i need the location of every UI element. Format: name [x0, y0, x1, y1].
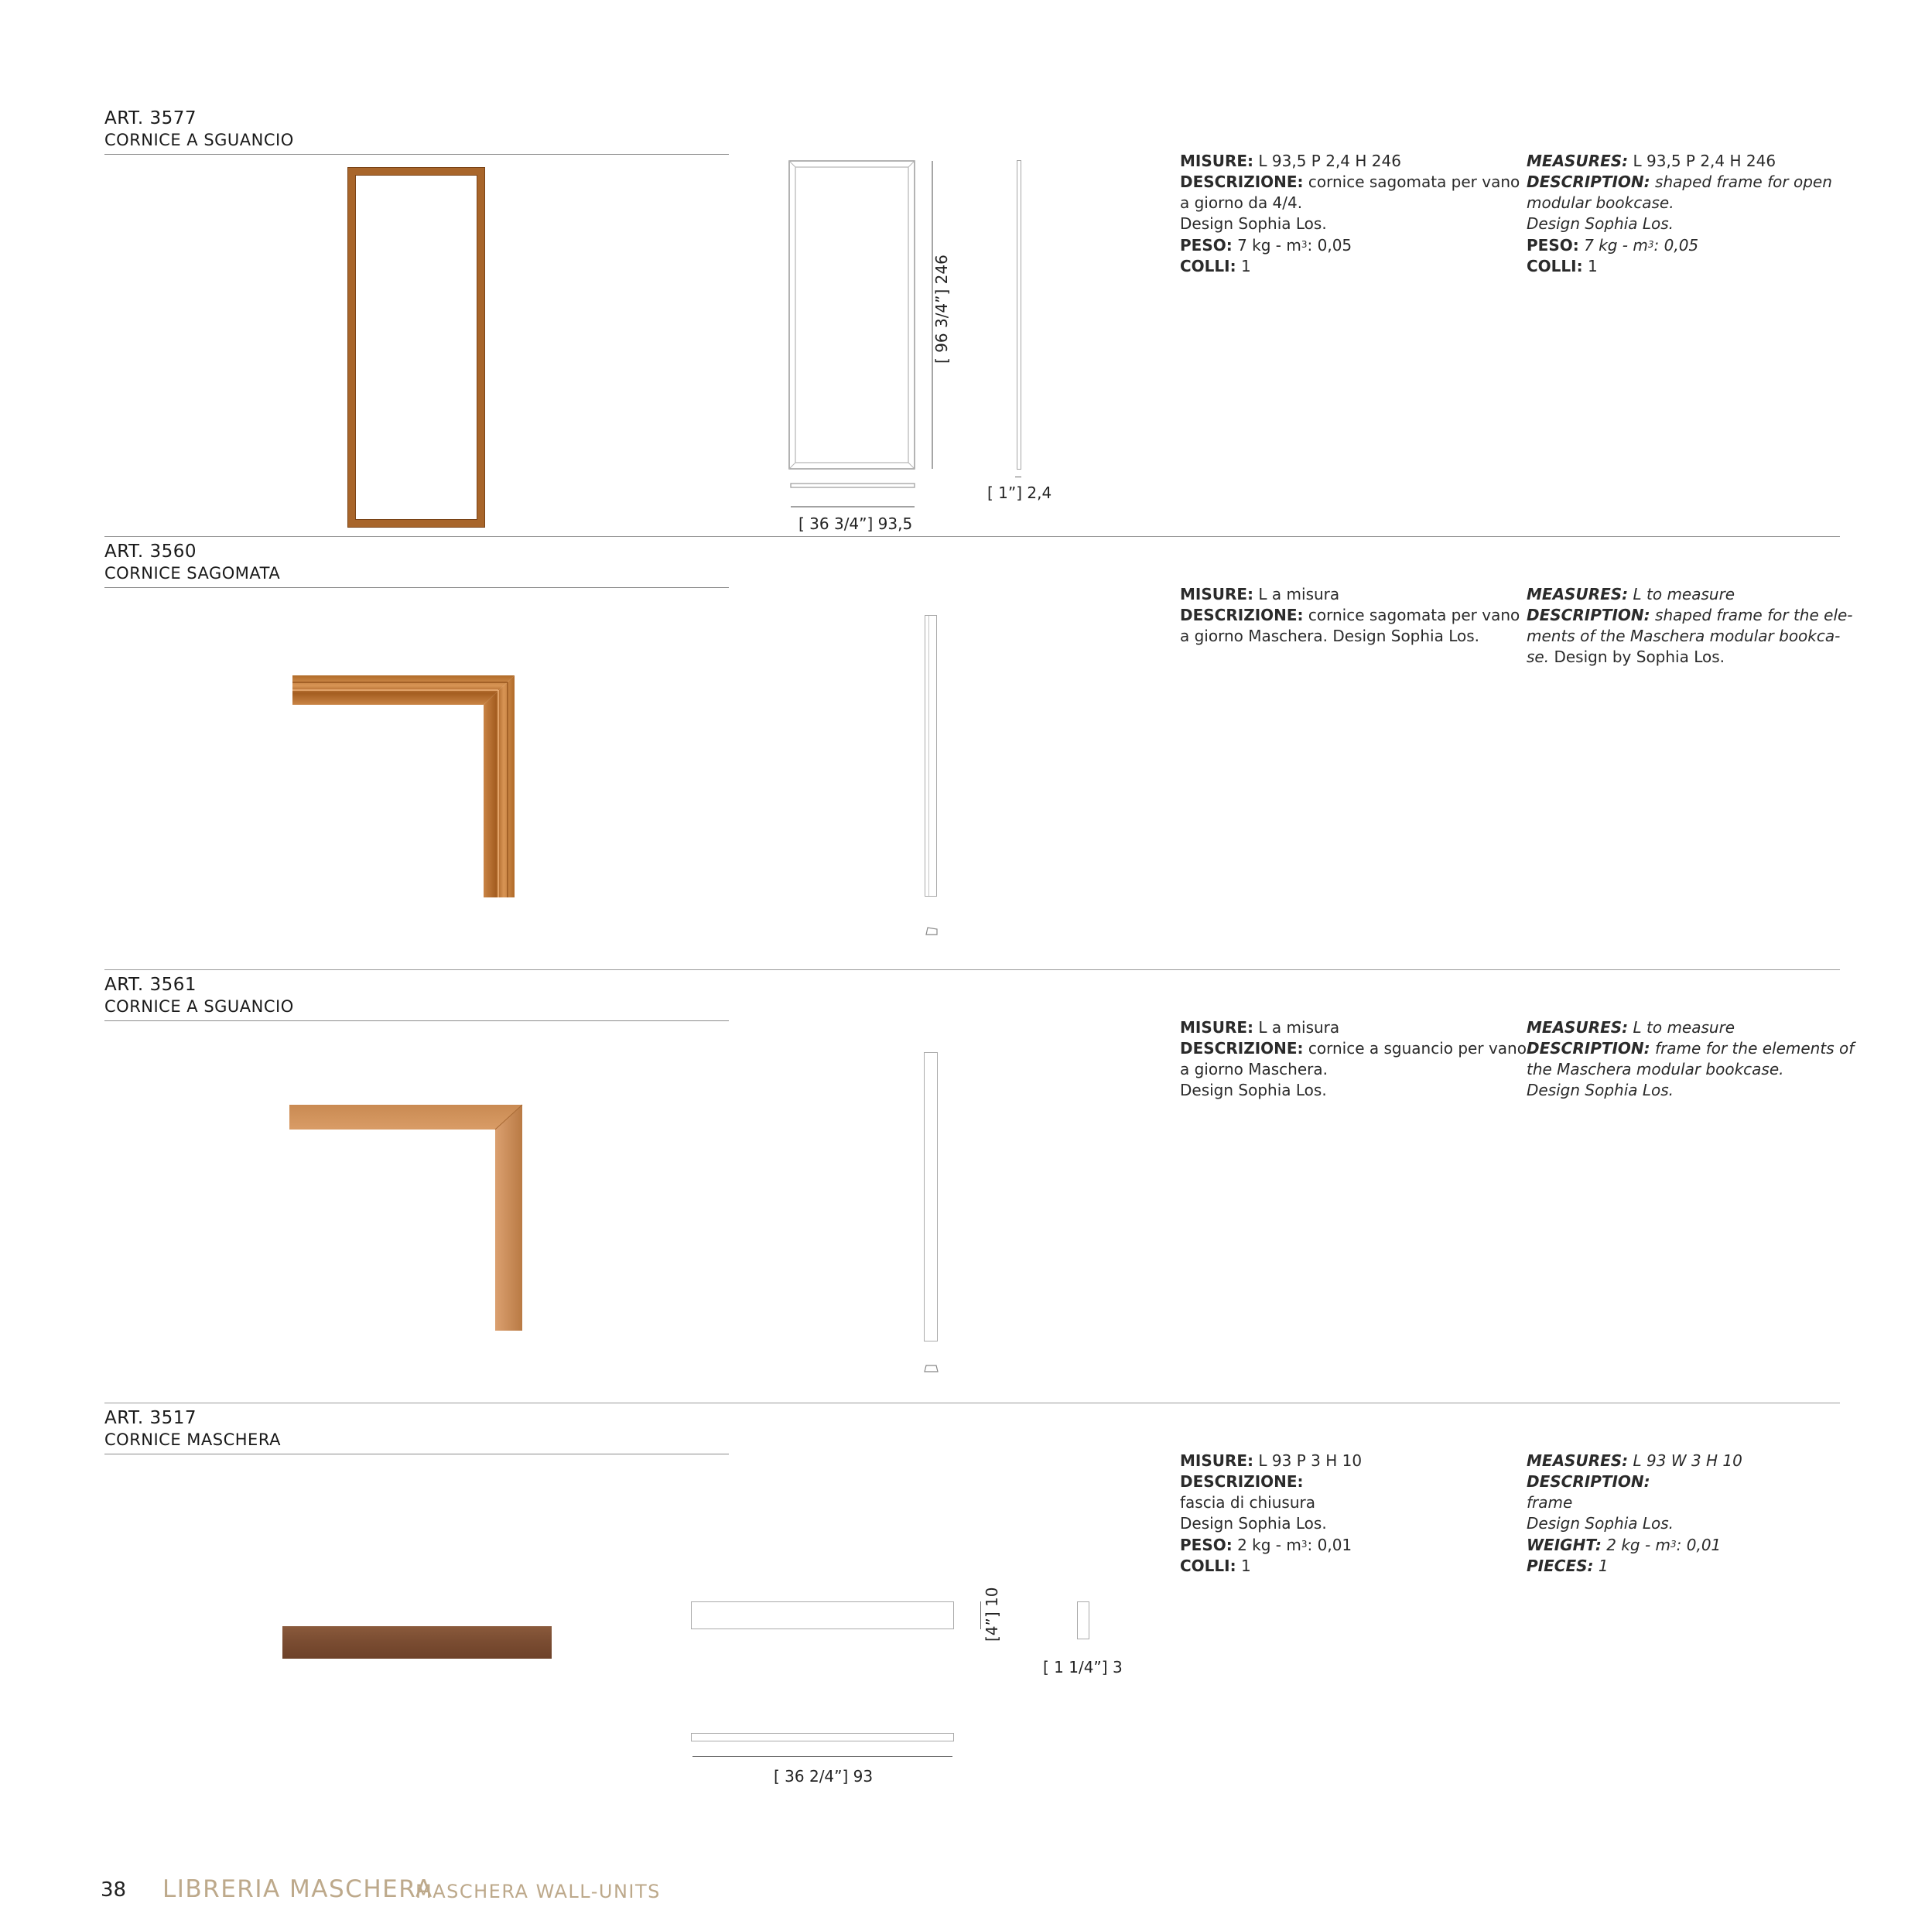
peso-label: PESO:: [1527, 236, 1579, 255]
dimension-height-label: [4”] 10: [983, 1587, 1001, 1642]
peso-label: PESO:: [1180, 236, 1233, 255]
description-line: frame: [1527, 1493, 1573, 1512]
misure-value: L a misura: [1253, 1018, 1340, 1037]
profile-section-drawing: [923, 1363, 940, 1374]
pieces-label: PIECES:: [1527, 1557, 1594, 1575]
description-line: modular bookcase.: [1527, 193, 1674, 212]
technical-drawing-front: [691, 1601, 954, 1629]
descrizione-value: cornice sagomata per vano: [1303, 606, 1520, 624]
measures-value: L 93 W 3 H 10: [1628, 1451, 1742, 1470]
misure-label: MISURE:: [1180, 585, 1254, 603]
specs-italian: [1180, 151, 1520, 277]
misure-label: MISURE:: [1180, 152, 1254, 170]
product-photo-bar: [282, 1626, 552, 1659]
measures-label: MEASURES:: [1527, 1018, 1629, 1037]
dimension-width-label: [ 36 2/4”] 93: [774, 1767, 874, 1786]
specs-english: [1527, 1451, 1742, 1577]
volume-value: : 0,05: [1653, 236, 1699, 255]
technical-drawing-side: [924, 1052, 938, 1341]
design-credit: Design Sophia Los.: [1180, 214, 1327, 233]
misure-label: MISURE:: [1180, 1451, 1254, 1470]
design-credit: Design Sophia Los.: [1527, 214, 1674, 233]
description-label: DESCRIPTION:: [1527, 1472, 1650, 1491]
descrizione-line: a giorno da 4/4.: [1180, 193, 1303, 212]
product-photo-frame: [348, 168, 484, 527]
specs-english: [1527, 1017, 1854, 1101]
description-value: shaped frame for open: [1650, 173, 1832, 191]
technical-drawing-front: [781, 155, 952, 534]
dimension-depth-label: [ 1 1/4”] 3: [1043, 1658, 1123, 1676]
specs-italian: [1180, 584, 1520, 647]
description-line: the Maschera modular bookcase.: [1527, 1060, 1784, 1078]
dimension-width-label: [ 36 3/4”] 93,5: [798, 514, 913, 533]
section-divider: [104, 969, 1840, 970]
descrizione-value: cornice sagomata per vano: [1303, 173, 1520, 191]
weight-label: WEIGHT:: [1527, 1536, 1602, 1554]
volume-value: : 0,01: [1307, 1536, 1352, 1554]
article-name: CORNICE MASCHERA: [104, 1430, 281, 1449]
article-name: CORNICE A SGUANCIO: [104, 997, 294, 1016]
volume-value: : 0,05: [1307, 236, 1352, 255]
descrizione-label: DESCRIZIONE:: [1180, 1472, 1304, 1491]
descrizione-label: DESCRIZIONE:: [1180, 1039, 1304, 1058]
description-label: DESCRIPTION:: [1527, 1039, 1650, 1058]
article-code: ART. 3577: [104, 108, 197, 128]
misure-value: L 93,5 P 2,4 H 246: [1253, 152, 1401, 170]
colli-label: COLLI:: [1180, 1557, 1236, 1575]
footer-subtitle: MASCHERA WALL-UNITS: [415, 1881, 661, 1902]
divider: [104, 154, 729, 155]
descrizione-line: a giorno Maschera.: [1180, 1060, 1328, 1078]
divider: [104, 587, 729, 588]
section-divider: [104, 536, 1840, 537]
page-number: 38: [101, 1878, 127, 1902]
article-code: ART. 3517: [104, 1408, 197, 1428]
dimension-height-label: [ 96 3/4”] 246: [932, 255, 951, 364]
description-line: se.: [1527, 648, 1550, 666]
design-credit: Design Sophia Los.: [1527, 1081, 1674, 1099]
peso-value: 2 kg - m: [1232, 1536, 1301, 1554]
measures-value: L 93,5 P 2,4 H 246: [1628, 152, 1776, 170]
colli-label: COLLI:: [1527, 257, 1583, 275]
measures-value: L to measure: [1628, 1018, 1735, 1037]
misure-value: L 93 P 3 H 10: [1253, 1451, 1363, 1470]
superscript: 3: [1301, 1539, 1308, 1550]
dimension-height: [983, 1586, 1014, 1648]
footer-title: LIBRERIA MASCHERA: [162, 1875, 433, 1903]
pieces-value: 1: [1593, 1557, 1609, 1575]
descrizione-value: cornice a sguancio per vano: [1303, 1039, 1527, 1058]
dimension-depth-label: [ 1”] 2,4: [987, 484, 1052, 502]
colli-label: COLLI:: [1180, 257, 1236, 275]
descrizione-line: fascia di chiusura: [1180, 1493, 1315, 1512]
dimension-height: [932, 201, 963, 371]
specs-english: [1527, 584, 1853, 668]
volume-value: : 0,01: [1676, 1536, 1722, 1554]
specs-english: [1527, 151, 1832, 277]
product-photo-corner: [292, 673, 517, 901]
dimension-line: [692, 1756, 952, 1757]
colli-value: 1: [1236, 1557, 1251, 1575]
design-credit: Design Sophia Los.: [1180, 1514, 1327, 1533]
description-line: ments of the Maschera modular bookca-: [1527, 627, 1841, 645]
design-credit: Design Sophia Los.: [1527, 1514, 1674, 1533]
technical-drawing-side: [1077, 1601, 1089, 1639]
article-name: CORNICE A SGUANCIO: [104, 131, 294, 149]
superscript: 3: [1647, 239, 1654, 250]
colli-value: 1: [1582, 257, 1598, 275]
design-credit: Design by Sophia Los.: [1549, 648, 1725, 666]
peso-label: PESO:: [1180, 1536, 1233, 1554]
specs-italian: [1180, 1017, 1527, 1101]
superscript: 3: [1670, 1539, 1677, 1550]
measures-label: MEASURES:: [1527, 585, 1629, 603]
measures-label: MEASURES:: [1527, 152, 1629, 170]
technical-drawing-side: [1017, 160, 1021, 470]
technical-drawing-top: [691, 1733, 954, 1741]
product-photo-corner: [288, 1102, 524, 1335]
measures-value: L to measure: [1628, 585, 1735, 603]
misure-value: L a misura: [1253, 585, 1340, 603]
descrizione-label: DESCRIZIONE:: [1180, 606, 1304, 624]
superscript: 3: [1301, 239, 1308, 250]
design-credit: Design Sophia Los.: [1180, 1081, 1327, 1099]
article-code: ART. 3560: [104, 542, 197, 562]
specs-italian: [1180, 1451, 1362, 1577]
misure-label: MISURE:: [1180, 1018, 1254, 1037]
measures-label: MEASURES:: [1527, 1451, 1629, 1470]
weight-value: 2 kg - m: [1601, 1536, 1671, 1554]
divider: [104, 1020, 729, 1021]
description-value: shaped frame for the ele-: [1650, 606, 1853, 624]
description-value: frame for the elements of: [1650, 1039, 1855, 1058]
article-name: CORNICE SAGOMATA: [104, 564, 281, 583]
peso-value: 7 kg - m: [1578, 236, 1648, 255]
colli-value: 1: [1236, 257, 1251, 275]
dimension-line: [980, 1601, 981, 1629]
description-label: DESCRIPTION:: [1527, 606, 1650, 624]
peso-value: 7 kg - m: [1232, 236, 1301, 255]
technical-drawing-side: [925, 615, 937, 897]
description-label: DESCRIPTION:: [1527, 173, 1650, 191]
descrizione-line: a giorno Maschera. Design Sophia Los.: [1180, 627, 1480, 645]
article-code: ART. 3561: [104, 975, 197, 995]
descrizione-label: DESCRIZIONE:: [1180, 173, 1304, 191]
profile-section-drawing: [925, 925, 940, 938]
